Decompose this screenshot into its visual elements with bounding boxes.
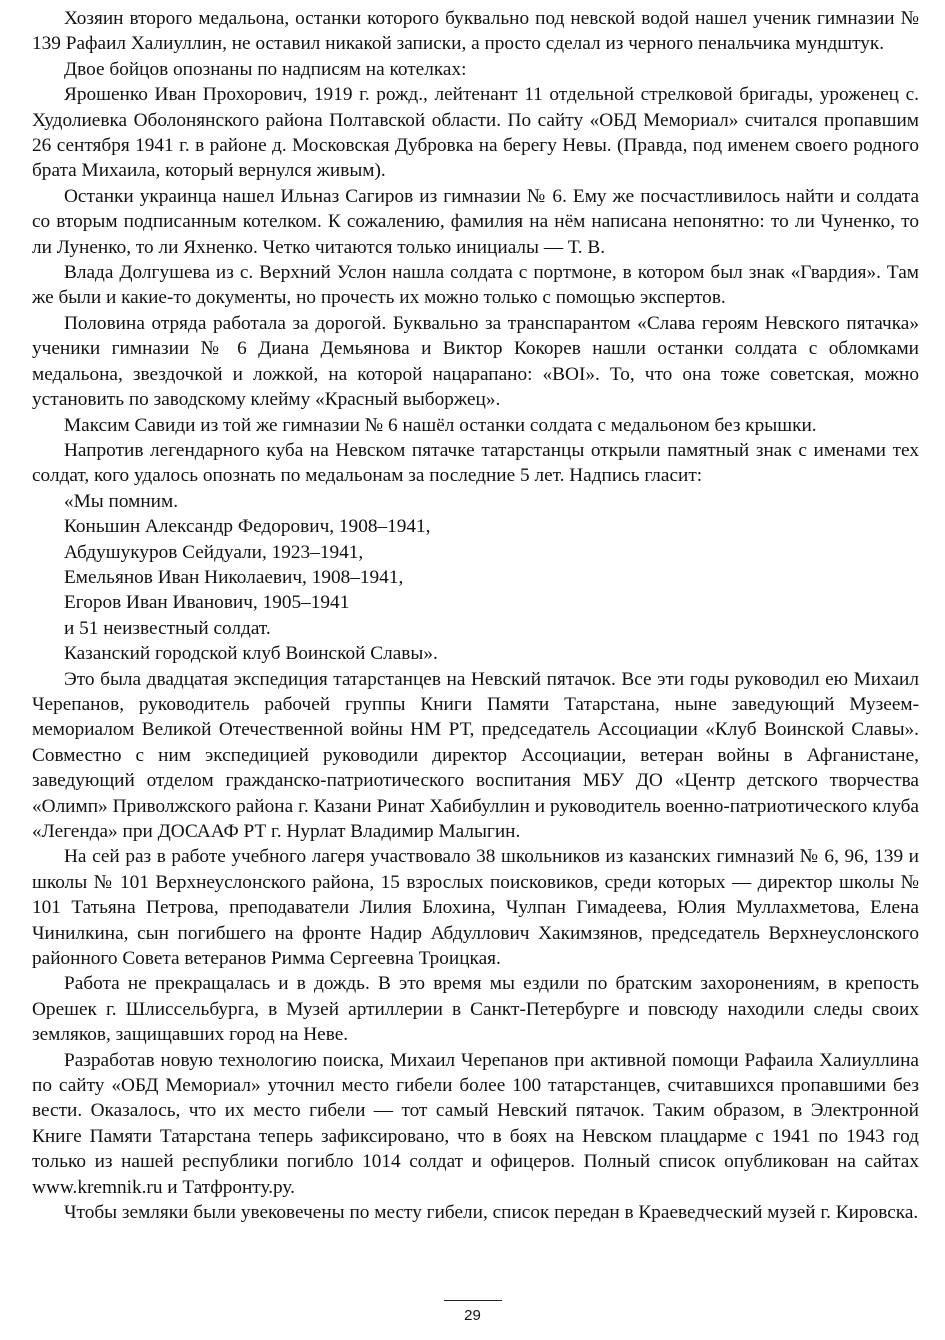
paragraph: Это была двадцатая экспедиция татарстанцев на Невский пятачок. Все эти годы руководил ею Михаил Черепанов, руководитель рабочей группы Книги Памяти Татарстана, ныне заведующий Музеем-мемориалом Великой Отечественной войны НМ РТ, председатель Ассоциации «Клуб Воинской Славы». Совместно с ним экспедицией руководили директор Ассоциации, ветеран войны в Афганистане, заведующий отделом гражданско-патриотического воспитания МБУ ДО «Центр детского творчества «Олимп» Приволжского района г. Казани Ринат Хабибуллин и руководитель военно-патриотического клуба «Легенда» при ДОСААФ РТ г. Нурлат Владимир Малыгин. (32, 668, 919, 842)
paragraph: Ярошенко Иван Прохорович, 1919 г. рожд., лейтенант 11 отдельной стрелковой бригады, уроженец с. Худолиевка Оболонянского района Полтавской области. По сайту «ОБД Мемориал» считался пропавшим 26 сентября 1941 г. в районе д. Московская Дубровка на берегу Невы. (Правда, под именем своего родного брата Михаила, который вернулся живым). (32, 84, 919, 182)
inscription-line: Абдушукуров Сейдуали, 1923–1941, (64, 541, 364, 563)
paragraph: Половина отряда работала за дорогой. Буквально за транспарантом «Слава героям Невского пятачка» ученики гимназии № 6 Диана Демьянова и Виктор Кокорев нашли останки солдата с обломками медальона, звездочкой и ложкой, на которой нацарапано: «ВОI». То, что она тоже советская, можно установить по заводскому клейму «Красный выборжец». (32, 312, 919, 411)
page-footer (0, 1300, 945, 1325)
memorial-inscription (32, 489, 919, 667)
inscription-line: Коньшин Александр Федорович, 1908–1941, (64, 516, 431, 538)
paragraph: Влада Долгушева из с. Верхний Услон нашла солдата с портмоне, в котором был знак «Гвардия». Там же были и какие-то документы, но прочесть их можно только с помощью экспертов. (32, 262, 919, 309)
page-number: 29 (464, 1307, 481, 1324)
inscription-line: Емельянов Иван Николаевич, 1908–1941, (64, 566, 404, 588)
paragraph: Напротив легендарного куба на Невском пятачке татарстанцы открыли памятный знак с именами тех солдат, кого удалось опознать по медальонам за последние 5 лет. Надпись гласит: (32, 439, 919, 487)
paragraph: Максим Савиди из той же гимназии № 6 нашёл останки солдата с медальоном без крышки. (64, 414, 817, 436)
paragraph: Работа не прекращалась и в дождь. В это время мы ездили по братским захоронениям, в крепость Орешек г. Шлиссельбурга, в Музей артиллерии в Санкт-Петербурге и повсюду находили следы своих земляков, защищавших город на Неве. (32, 973, 919, 1046)
footer-rule (444, 1300, 502, 1301)
paragraph: Разработав новую технологию поиска, Михаил Черепанов при активной помощи Рафаила Халиуллина по сайту «ОБД Мемориал» уточнил место гибели более 100 татарстанцев, считавшихся пропавшими без вести. Оказалось, что их место гибели — тот самый Невский пятачок. Таким образом, в Электронной Книге Памяти Татарстана теперь зафиксировано, что в боях на Невском плацдарме с 1941 по 1943 год только из нашей республики погибло 1014 солдат и офицеров. Полный список опубликован на сайтах www.kremnik.ru и Татфронту.ру. (32, 1049, 919, 1198)
paragraph: Останки украинца нашел Ильназ Сагиров из гимназии № 6. Ему же посчастливилось найти и солдата со вторым подписанным котелком. К сожалению, фамилия на нём написана непонятно: то ли Чуненко, то ли Луненко, то ли Яхненко. Четко читаются только инициалы — Т. В. (32, 185, 919, 258)
inscription-line: «Мы помним. (64, 490, 179, 512)
paragraph: На сей раз в работе учебного лагеря участвовало 38 школьников из казанских гимназий № 6, 96, 139 и школы № 101 Верхнеуслонского района, 15 взрослых поисковиков, среди которых — директор школы № 101 Татьяна Петрова, преподаватели Лилия Блохина, Чулпан Гимадеева, Юлия Муллахметова, Елена Чинилкина, сын погибшего на фронте Надир Абдуллович Хакимзянов, председатель Верхнеуслонского районного Совета ветеранов Римма Сергеевна Троицкая. (32, 846, 919, 970)
inscription-line: Казанский городской клуб Воинской Славы». (64, 643, 438, 665)
inscription-line: и 51 неизвестный солдат. (64, 617, 271, 639)
paragraph: Двое бойцов опознаны по надписям на котелках: (64, 58, 467, 80)
paragraph: Чтобы земляки были увековечены по месту гибели, список передан в Краеведческий музей г. Кировска. (64, 1202, 919, 1224)
paragraph: Хозяин второго медальона, останки которого буквально под невской водой нашел ученик гимназии № 139 Рафаил Халиуллин, не оставил никакой записки, а просто сделал из черного пенальчика мундштук. (32, 8, 919, 55)
inscription-line: Егоров Иван Иванович, 1905–1941 (64, 592, 350, 614)
